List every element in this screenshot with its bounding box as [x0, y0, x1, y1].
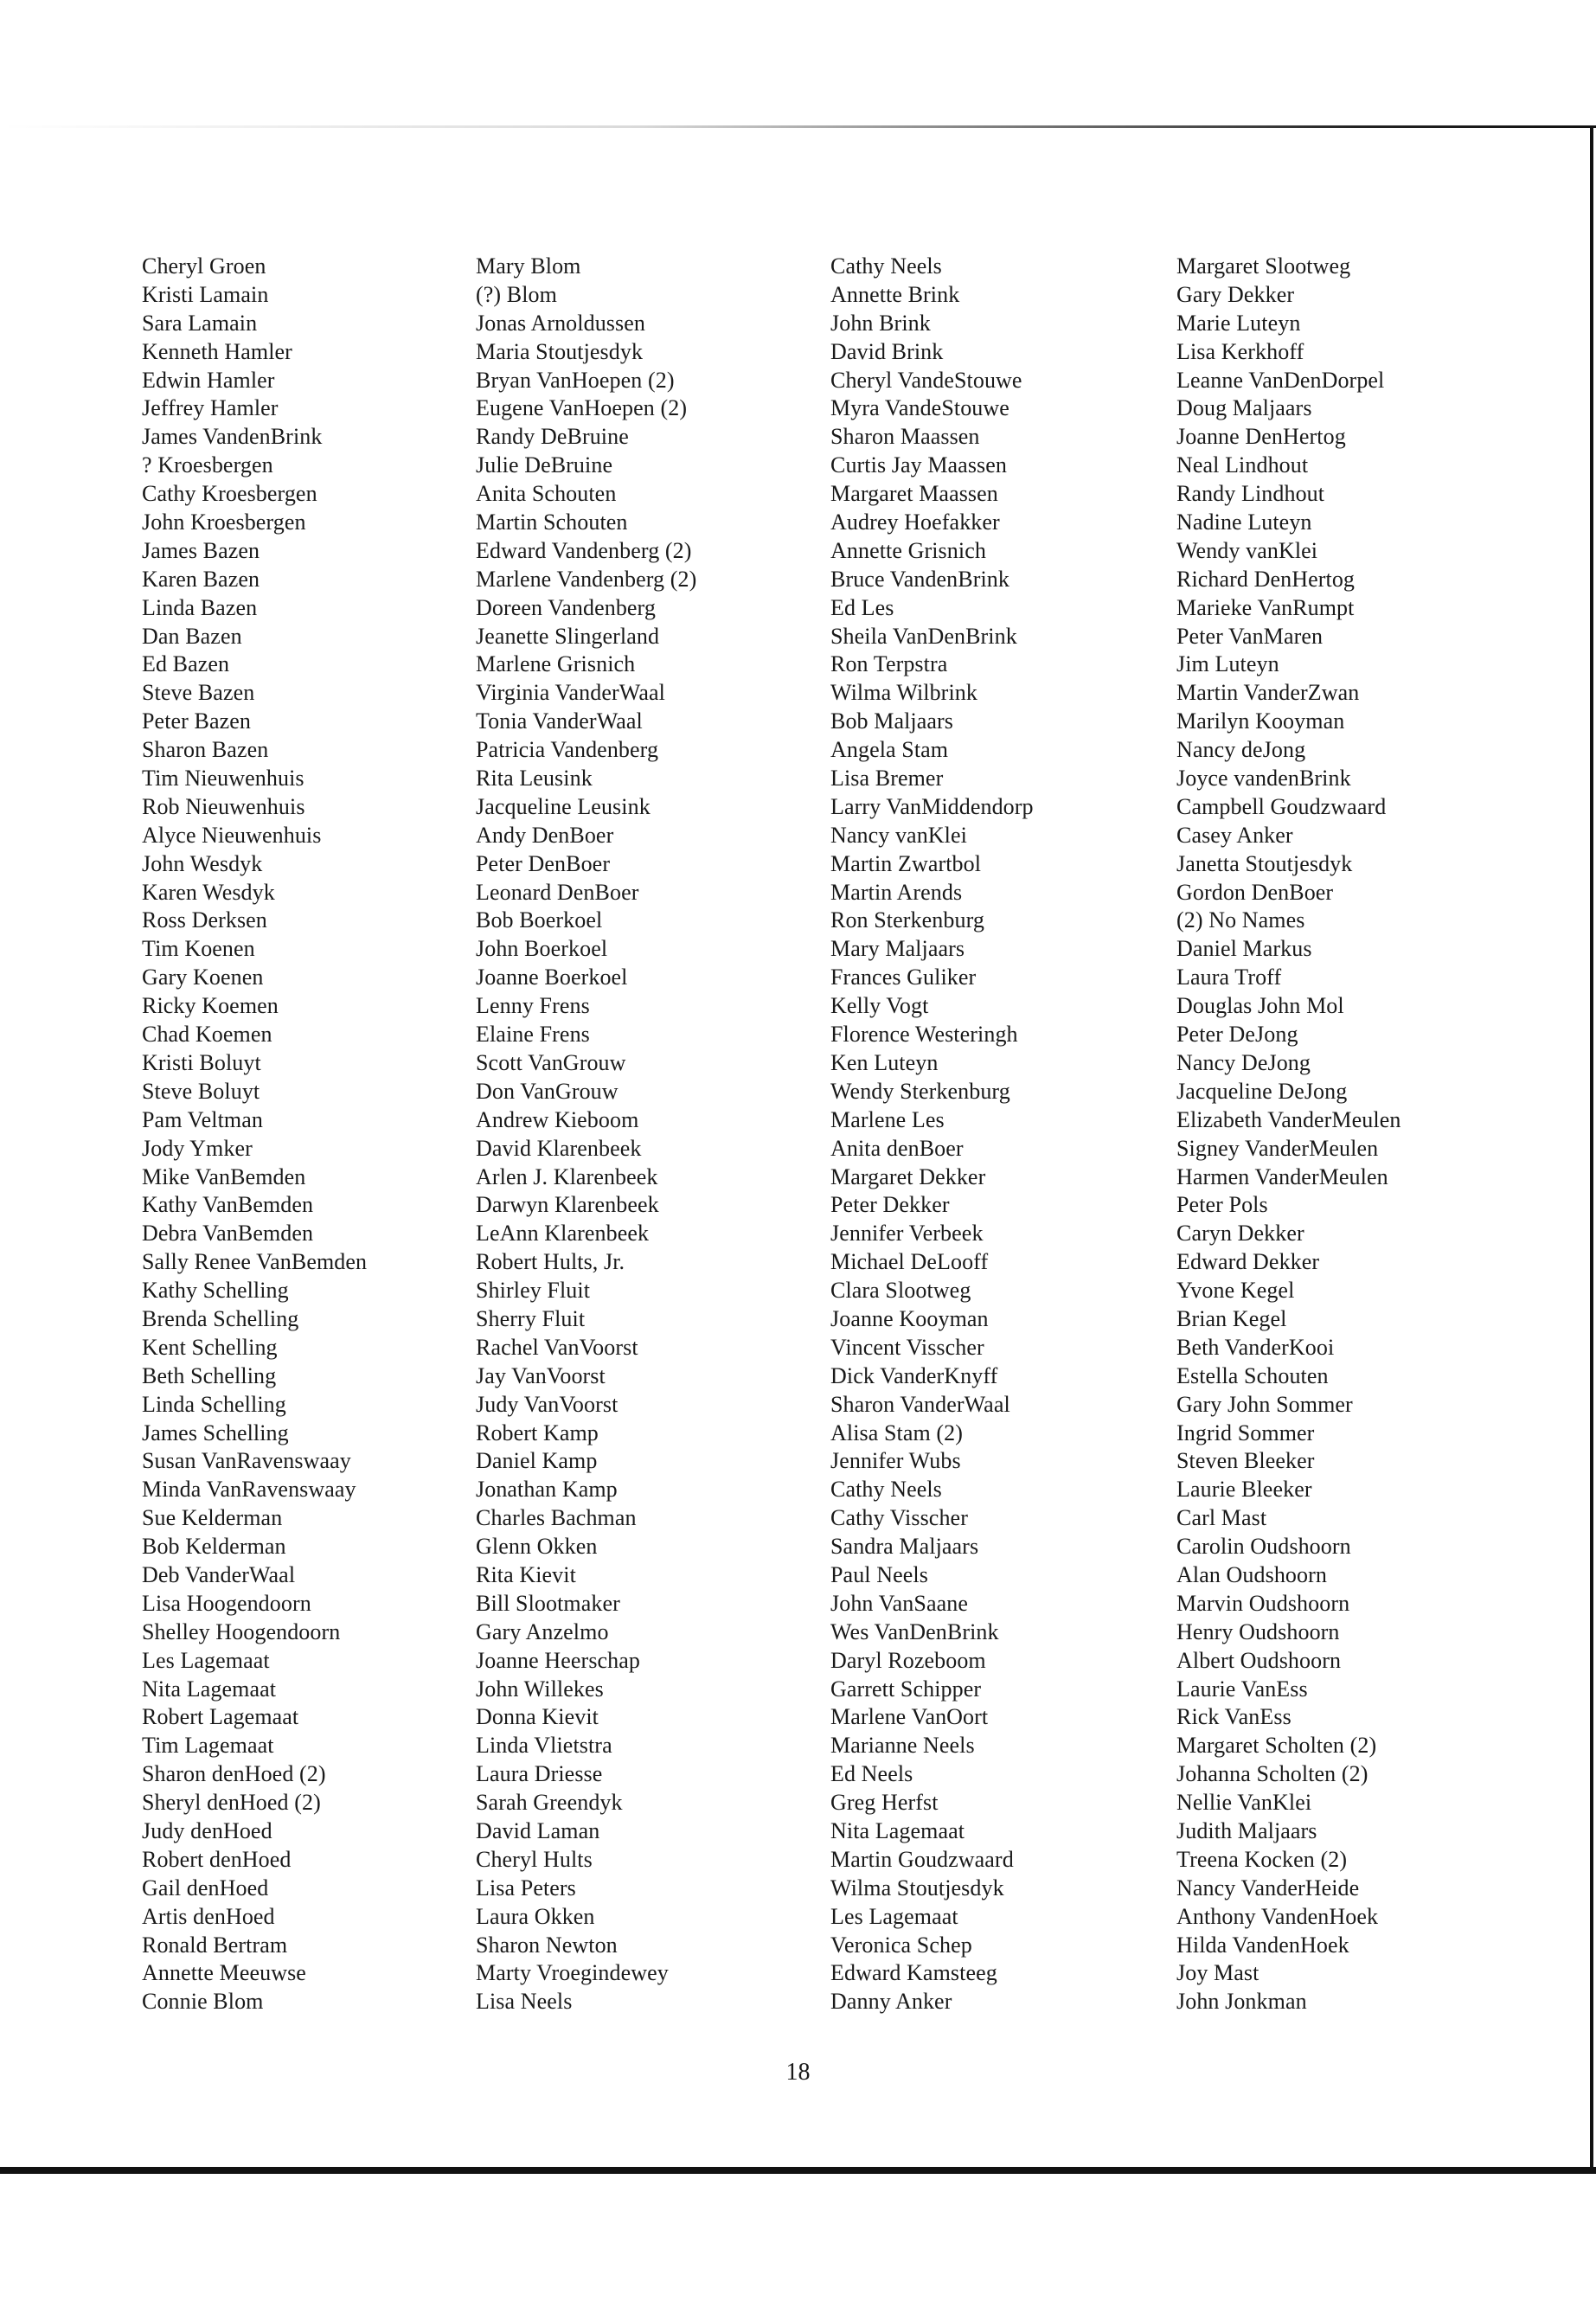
name-entry: Marlene Les	[830, 1106, 945, 1132]
name-entry: Marilyn Kooyman	[1176, 708, 1345, 734]
name-entry: Rita Leusink	[476, 766, 593, 792]
name-entry: Gary Koenen	[142, 965, 264, 990]
name-entry: Jeanette Slingerland	[476, 623, 660, 649]
name-entry: Martin VanderZwan	[1176, 680, 1360, 706]
name-entry: Les Lagemaat	[142, 1647, 270, 1673]
name-entry: (?) Blom	[476, 281, 557, 307]
name-entry: Virginia VanderWaal	[476, 680, 665, 706]
name-entry: Lisa Bremer	[830, 766, 944, 792]
name-entry: Jody Ymker	[142, 1135, 253, 1161]
name-entry: Audrey Hoefakker	[830, 510, 1000, 535]
name-entry: Lisa Neels	[476, 1989, 573, 2015]
name-entry: (2) No Names	[1176, 907, 1305, 933]
name-entry: Edward Dekker	[1176, 1249, 1320, 1275]
name-entry: Arlen J. Klarenbeek	[476, 1163, 658, 1189]
name-entry: Mary Maljaars	[830, 936, 965, 962]
name-entry: Wendy Sterkenburg	[830, 1078, 1010, 1104]
name-entry: Edward Kamsteeg	[830, 1960, 997, 1986]
name-entry: Jacqueline Leusink	[476, 793, 651, 819]
name-entry: Andrew Kieboom	[476, 1106, 639, 1132]
name-entry: Lisa Hoogendoorn	[142, 1590, 311, 1616]
name-entry: Cathy Neels	[830, 1477, 942, 1503]
name-entry: Ricky Koemen	[142, 993, 279, 1019]
name-entry: Bryan VanHoepen (2)	[476, 367, 675, 393]
name-entry: Peter Pols	[1176, 1192, 1268, 1218]
name-entry: Daryl Rozeboom	[830, 1647, 986, 1673]
name-entry: Judy VanVoorst	[476, 1391, 619, 1417]
name-entry: Danny Anker	[830, 1989, 952, 2015]
name-entry: Jennifer Verbeek	[830, 1221, 984, 1247]
name-entry: Martin Goudzwaard	[830, 1846, 1014, 1872]
name-entry: Mary Blom	[476, 253, 581, 279]
name-entry: Laura Troff	[1176, 965, 1282, 990]
name-entry: Cathy Neels	[830, 253, 942, 279]
name-entry: Charles Bachman	[476, 1505, 637, 1531]
name-entry: Steven Bleeker	[1176, 1448, 1315, 1474]
name-entry: David Klarenbeek	[476, 1135, 642, 1161]
name-entry: Karen Wesdyk	[142, 879, 275, 905]
name-entry: Wendy vanKlei	[1176, 537, 1318, 563]
name-entry: Greg Herfst	[830, 1790, 939, 1816]
name-entry: Ron Sterkenburg	[830, 907, 984, 933]
name-entry: Bruce VandenBrink	[830, 566, 1010, 592]
name-entry: Robert denHoed	[142, 1846, 292, 1872]
right-border-line	[1590, 128, 1593, 2174]
name-entry: Shelley Hoogendoorn	[142, 1618, 341, 1644]
name-entry: Martin Zwartbol	[830, 850, 982, 876]
name-entry: Sharon denHoed (2)	[142, 1761, 326, 1787]
name-entry: Wes VanDenBrink	[830, 1618, 999, 1644]
name-entry: Robert Lagemaat	[142, 1704, 299, 1730]
name-column-3	[830, 253, 1034, 2016]
name-entry: Sheryl denHoed (2)	[142, 1790, 321, 1816]
name-entry: Sharon Newton	[476, 1932, 618, 1958]
name-entry: Frances Guliker	[830, 965, 977, 990]
name-entry: John Kroesbergen	[142, 510, 306, 535]
name-entry: Peter Dekker	[830, 1192, 950, 1218]
name-entry: Glenn Okken	[476, 1534, 598, 1560]
name-entry: LeAnn Klarenbeek	[476, 1221, 650, 1247]
name-entry: Richard DenHertog	[1176, 566, 1356, 592]
name-entry: Susan VanRavenswaay	[142, 1448, 351, 1474]
name-entry: Marieke VanRumpt	[1176, 594, 1355, 620]
name-entry: Judy denHoed	[142, 1817, 272, 1843]
name-entry: Jim Luteyn	[1176, 651, 1279, 677]
name-entry: Joyce vandenBrink	[1176, 766, 1351, 792]
name-entry: Lenny Frens	[476, 993, 590, 1019]
name-entry: Robert Kamp	[476, 1420, 599, 1445]
name-entry: Doug Maljaars	[1176, 395, 1312, 421]
name-entry: Veronica Schep	[830, 1932, 972, 1958]
name-entry: Marty Vroegindewey	[476, 1960, 669, 1986]
name-entry: Cheryl Groen	[142, 253, 266, 279]
name-entry: Marlene Grisnich	[476, 651, 636, 677]
name-entry: Mike VanBemden	[142, 1163, 306, 1189]
name-entry: Bob Maljaars	[830, 708, 954, 734]
name-entry: Cathy Kroesbergen	[142, 481, 317, 507]
name-entry: Lisa Peters	[476, 1875, 576, 1900]
name-entry: Estella Schouten	[1176, 1362, 1329, 1388]
name-entry: John Boerkoel	[476, 936, 608, 962]
name-entry: Don VanGrouw	[476, 1078, 619, 1104]
name-entry: Gary Dekker	[1176, 281, 1295, 307]
name-entry: Wilma Stoutjesdyk	[830, 1875, 1004, 1900]
name-entry: Ronald Bertram	[142, 1932, 288, 1958]
name-entry: Cheryl Hults	[476, 1846, 593, 1872]
name-entry: Beth Schelling	[142, 1362, 277, 1388]
name-entry: Vincent Visscher	[830, 1334, 984, 1360]
name-entry: Rita Kievit	[476, 1561, 576, 1587]
name-entry: Joy Mast	[1176, 1960, 1259, 1986]
name-entry: Gordon DenBoer	[1176, 879, 1334, 905]
name-entry: Nancy vanKlei	[830, 822, 967, 848]
name-entry: Angela Stam	[830, 737, 949, 763]
name-entry: Kristi Boluyt	[142, 1049, 261, 1075]
name-entry: Caryn Dekker	[1176, 1221, 1304, 1247]
name-entry: Harmen VanderMeulen	[1176, 1163, 1388, 1189]
name-entry: Anita Schouten	[476, 481, 617, 507]
name-entry: Joanne Kooyman	[830, 1305, 989, 1331]
name-entry: Karen Bazen	[142, 566, 260, 592]
name-entry: John Jonkman	[1176, 1989, 1307, 2015]
name-entry: James Schelling	[142, 1420, 289, 1445]
name-entry: Sheila VanDenBrink	[830, 623, 1017, 649]
bottom-border-line	[0, 2167, 1596, 2174]
name-entry: David Laman	[476, 1817, 600, 1843]
name-entry: David Brink	[830, 338, 944, 364]
name-entry: Patricia Vandenberg	[476, 737, 659, 763]
name-entry: Gary John Sommer	[1176, 1391, 1353, 1417]
name-entry: Alan Oudshoorn	[1176, 1561, 1327, 1587]
name-entry: Peter DenBoer	[476, 850, 611, 876]
name-entry: Randy DeBruine	[476, 424, 629, 450]
name-entry: Lisa Kerkhoff	[1176, 338, 1304, 364]
name-entry: Brenda Schelling	[142, 1305, 299, 1331]
name-entry: Margaret Dekker	[830, 1163, 986, 1189]
name-entry: John Brink	[830, 310, 931, 336]
name-entry: Sally Renee VanBemden	[142, 1249, 368, 1275]
name-entry: Darwyn Klarenbeek	[476, 1192, 659, 1218]
name-entry: Ken Luteyn	[830, 1049, 939, 1075]
name-entry: Tim Lagemaat	[142, 1733, 274, 1759]
name-entry: Debra VanBemden	[142, 1221, 314, 1247]
name-entry: Jacqueline DeJong	[1176, 1078, 1348, 1104]
name-entry: Florence Westeringh	[830, 1022, 1018, 1048]
name-entry: Donna Kievit	[476, 1704, 599, 1730]
name-entry: Nita Lagemaat	[830, 1817, 965, 1843]
name-entry: Beth VanderKooi	[1176, 1334, 1335, 1360]
name-entry: Steve Bazen	[142, 680, 255, 706]
name-entry: Robert Hults, Jr.	[476, 1249, 625, 1275]
name-entry: Nita Lagemaat	[142, 1676, 277, 1702]
name-entry: Linda Schelling	[142, 1391, 286, 1417]
name-entry: Bill Slootmaker	[476, 1590, 620, 1616]
name-entry: Marlene VanOort	[830, 1704, 989, 1730]
name-entry: Kenneth Hamler	[142, 338, 292, 364]
name-entry: Ingrid Sommer	[1176, 1420, 1315, 1445]
name-entry: Jonathan Kamp	[476, 1477, 618, 1503]
name-column-1	[142, 253, 367, 2016]
name-entry: Dan Bazen	[142, 623, 242, 649]
name-entry: Margaret Maassen	[830, 481, 998, 507]
name-entry: Laura Okken	[476, 1903, 595, 1929]
name-entry: ? Kroesbergen	[142, 452, 273, 478]
name-entry: Minda VanRavenswaay	[142, 1477, 356, 1503]
name-entry: Deb VanderWaal	[142, 1561, 296, 1587]
name-entry: Laurie Bleeker	[1176, 1477, 1312, 1503]
name-entry: Leanne VanDenDorpel	[1176, 367, 1385, 393]
name-entry: Linda Bazen	[142, 594, 258, 620]
name-entry: Janetta Stoutjesdyk	[1176, 850, 1353, 876]
name-entry: Leonard DenBoer	[476, 879, 639, 905]
name-entry: Treena Kocken (2)	[1176, 1846, 1348, 1872]
name-entry: John VanSaane	[830, 1590, 968, 1616]
name-entry: Andy DenBoer	[476, 822, 614, 848]
name-entry: Martin Schouten	[476, 510, 628, 535]
name-entry: Tim Koenen	[142, 936, 255, 962]
name-entry: Sharon VanderWaal	[830, 1391, 1010, 1417]
name-entry: Linda Vlietstra	[476, 1733, 612, 1759]
name-entry: Marvin Oudshoorn	[1176, 1590, 1350, 1616]
name-entry: Martin Arends	[830, 879, 963, 905]
name-entry: Randy Lindhout	[1176, 481, 1325, 507]
name-entry: Daniel Markus	[1176, 936, 1312, 962]
name-entry: Neal Lindhout	[1176, 452, 1309, 478]
name-entry: Anita denBoer	[830, 1135, 964, 1161]
name-column-4	[1176, 253, 1401, 2016]
name-entry: Daniel Kamp	[476, 1448, 598, 1474]
name-entry: Ed Bazen	[142, 651, 230, 677]
name-column-2	[476, 253, 696, 2016]
name-entry: Sue Kelderman	[142, 1505, 283, 1531]
name-entry: Rachel VanVoorst	[476, 1334, 638, 1360]
name-entry: Laurie VanEss	[1176, 1676, 1308, 1702]
name-entry: Maria Stoutjesdyk	[476, 338, 644, 364]
name-entry: Campbell Goudzwaard	[1176, 793, 1387, 819]
name-entry: Joanne DenHertog	[1176, 424, 1346, 450]
name-entry: Garrett Schipper	[830, 1676, 982, 1702]
name-entry: Laura Driesse	[476, 1761, 603, 1787]
name-entry: Wilma Wilbrink	[830, 680, 977, 706]
name-entry: Chad Koemen	[142, 1022, 272, 1048]
name-entry: Ross Derksen	[142, 907, 267, 933]
name-entry: John Willekes	[476, 1676, 604, 1702]
name-entry: Jay VanVoorst	[476, 1362, 606, 1388]
name-entry: Paul Neels	[830, 1561, 928, 1587]
name-entry: Cheryl VandeStouwe	[830, 367, 1022, 393]
name-entry: Sharon Bazen	[142, 737, 269, 763]
name-entry: Signey VanderMeulen	[1176, 1135, 1379, 1161]
name-entry: Bob Kelderman	[142, 1534, 286, 1560]
name-entry: Margaret Slootweg	[1176, 253, 1351, 279]
name-entry: Nancy VanderHeide	[1176, 1875, 1360, 1900]
name-entry: Steve Boluyt	[142, 1078, 260, 1104]
name-entry: Cathy Visscher	[830, 1505, 968, 1531]
top-border-line	[0, 125, 1596, 128]
name-entry: Jonas Arnoldussen	[476, 310, 645, 336]
name-entry: Peter VanMaren	[1176, 623, 1324, 649]
name-entry: Elizabeth VanderMeulen	[1176, 1106, 1401, 1132]
name-entry: Marie Luteyn	[1176, 310, 1301, 336]
name-entry: Sarah Greendyk	[476, 1790, 623, 1816]
name-entry: Alyce Nieuwenhuis	[142, 822, 322, 848]
name-entry: Peter Bazen	[142, 708, 251, 734]
name-entry: Sara Lamain	[142, 310, 258, 336]
name-entry: Edward Vandenberg (2)	[476, 537, 692, 563]
name-entry: Eugene VanHoepen (2)	[476, 395, 688, 421]
name-entry: Joanne Heerschap	[476, 1647, 641, 1673]
name-entry: Ron Terpstra	[830, 651, 948, 677]
name-entry: Alisa Stam (2)	[830, 1420, 964, 1445]
name-entry: Joanne Boerkoel	[476, 965, 628, 990]
name-entry: Jennifer Wubs	[830, 1448, 961, 1474]
name-entry: James VandenBrink	[142, 424, 323, 450]
name-entry: Annette Grisnich	[830, 537, 986, 563]
name-entry: Ed Les	[830, 594, 894, 620]
page-number: 18	[785, 2059, 811, 2086]
name-entry: Jeffrey Hamler	[142, 395, 279, 421]
name-entry: Myra VandeStouwe	[830, 395, 1010, 421]
name-entry: Nadine Luteyn	[1176, 510, 1312, 535]
name-entry: Albert Oudshoorn	[1176, 1647, 1342, 1673]
name-entry: Nellie VanKlei	[1176, 1790, 1312, 1816]
name-entry: Douglas John Mol	[1176, 993, 1344, 1019]
name-entry: Tim Nieuwenhuis	[142, 766, 304, 792]
name-entry: Larry VanMiddendorp	[830, 793, 1034, 819]
name-entry: Doreen Vandenberg	[476, 594, 656, 620]
name-entry: Sherry Fluit	[476, 1305, 586, 1331]
name-entry: Peter DeJong	[1176, 1022, 1298, 1048]
name-entry: James Bazen	[142, 537, 260, 563]
name-entry: Annette Brink	[830, 281, 960, 307]
name-entry: Tonia VanderWaal	[476, 708, 643, 734]
name-entry: Marlene Vandenberg (2)	[476, 566, 697, 592]
name-entry: Annette Meeuwse	[142, 1960, 306, 1986]
name-entry: Nancy DeJong	[1176, 1049, 1311, 1075]
name-entry: Julie DeBruine	[476, 452, 613, 478]
name-entry: Gail denHoed	[142, 1875, 269, 1900]
name-entry: Nancy deJong	[1176, 737, 1306, 763]
name-entry: Kelly Vogt	[830, 993, 929, 1019]
name-entry: Marianne Neels	[830, 1733, 975, 1759]
name-entry: Kathy Schelling	[142, 1278, 289, 1304]
name-entry: Henry Oudshoorn	[1176, 1618, 1340, 1644]
name-entry: Connie Blom	[142, 1989, 264, 2015]
name-entry: Johanna Scholten (2)	[1176, 1761, 1368, 1787]
name-entry: Kathy VanBemden	[142, 1192, 314, 1218]
name-entry: Margaret Scholten (2)	[1176, 1733, 1377, 1759]
name-entry: Rick VanEss	[1176, 1704, 1292, 1730]
name-entry: John Wesdyk	[142, 850, 263, 876]
name-entry: Shirley Fluit	[476, 1278, 591, 1304]
name-entry: Kent Schelling	[142, 1334, 278, 1360]
name-entry: Ed Neels	[830, 1761, 913, 1787]
name-entry: Yvone Kegel	[1176, 1278, 1295, 1304]
name-entry: Michael DeLooff	[830, 1249, 989, 1275]
name-entry: Dick VanderKnyff	[830, 1362, 998, 1388]
name-entry: Sandra Maljaars	[830, 1534, 979, 1560]
name-entry: Carl Mast	[1176, 1505, 1267, 1531]
name-entry: Edwin Hamler	[142, 367, 275, 393]
name-entry: Anthony VandenHoek	[1176, 1903, 1379, 1929]
name-entry: Casey Anker	[1176, 822, 1293, 848]
name-entry: Rob Nieuwenhuis	[142, 793, 305, 819]
name-entry: Artis denHoed	[142, 1903, 275, 1929]
name-entry: Elaine Frens	[476, 1022, 590, 1048]
name-entry: Carolin Oudshoorn	[1176, 1534, 1351, 1560]
name-entry: Kristi Lamain	[142, 281, 269, 307]
name-entry: Curtis Jay Maassen	[830, 452, 1007, 478]
name-entry: Sharon Maassen	[830, 424, 980, 450]
name-entry: Les Lagemaat	[830, 1903, 958, 1929]
name-entry: Judith Maljaars	[1176, 1817, 1317, 1843]
name-entry: Bob Boerkoel	[476, 907, 603, 933]
name-entry: Brian Kegel	[1176, 1305, 1287, 1331]
name-entry: Clara Slootweg	[830, 1278, 971, 1304]
name-entry: Pam Veltman	[142, 1106, 263, 1132]
name-entry: Scott VanGrouw	[476, 1049, 626, 1075]
name-entry: Gary Anzelmo	[476, 1618, 609, 1644]
name-entry: Hilda VandenHoek	[1176, 1932, 1349, 1958]
